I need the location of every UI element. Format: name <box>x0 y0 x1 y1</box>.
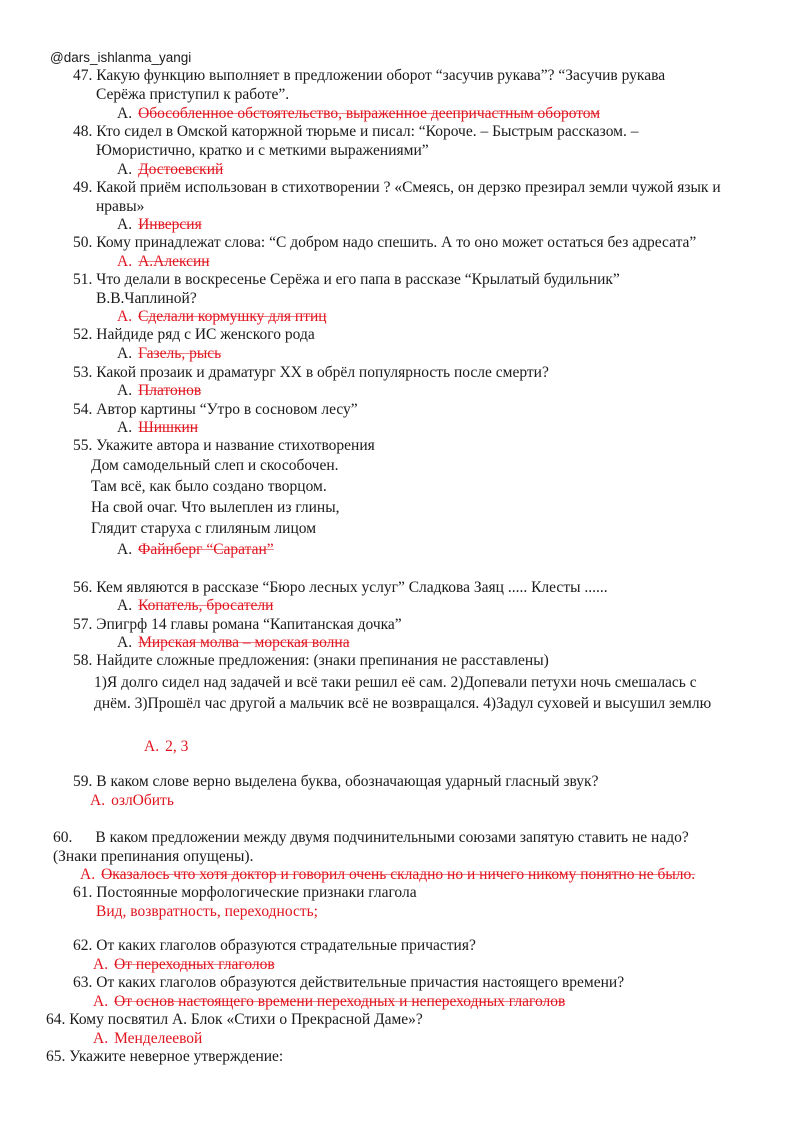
question-61: 61. Постоянные морфологические признаки глагола <box>73 884 417 901</box>
answer-53: A. Платонов <box>117 382 202 399</box>
answer-47: A. Обособленное обстоятельство, выраженное деепричастным оборотом <box>117 105 601 122</box>
question-65: 65. Укажите неверное утверждение: <box>46 1048 284 1065</box>
page-header: @dars_ishlanma_yangi <box>50 50 192 65</box>
answer-48: A. Достоевский <box>117 161 224 178</box>
answer-49: A. Инверсия <box>117 216 202 233</box>
question-54: 54. Автор картины “Утро в сосновом лесу” <box>73 401 358 418</box>
poem-line-2: Там всё, как было создано творцом. <box>91 478 327 495</box>
answer-56: A. Копатель, бросатели <box>117 597 274 614</box>
answer-54: A. Шишкин <box>117 419 199 436</box>
question-52: 52. Найдиде ряд с ИС женского рода <box>73 326 315 343</box>
question-56: 56. Кем являются в рассказе “Бюро лесных услуг” Сладкова Заяц ..... Клесты ...... <box>73 579 608 596</box>
sentences-line-2: днём. 3)Прошёл час другой а мальчик всё не возвращался. 4)Задул суховей и высушил землю <box>94 695 712 712</box>
question-49-line-2: нравы» <box>96 198 145 215</box>
question-60: 60. В каком предложении между двумя подчинительными союзами запятую ставить не надо? <box>53 829 689 846</box>
answer-62: A. От переходных глаголов <box>93 956 275 973</box>
poem-line-4: Глядит старуха с глиляным лицом <box>91 520 317 537</box>
question-50: 50. Кому принадлежат слова: “С добром надо спешить. А то оно может остаться без адресата” <box>73 234 697 251</box>
question-57: 57. Эпигрф 14 главы романа “Капитанская дочка” <box>73 616 402 633</box>
answer-58: A. 2, 3 <box>144 738 189 755</box>
question-58: 58. Найдите сложные предложения: (знаки препинания не расставлены) <box>73 652 549 669</box>
question-63: 63. От каких глаголов образуются действительные причастия настоящего времени? <box>73 974 625 991</box>
answer-61: Вид, возвратность, переходность; <box>96 903 318 920</box>
question-62: 62. От каких глаголов образуются страдательные причастия? <box>73 937 476 954</box>
answer-52: A. Газель, рысь <box>117 345 222 362</box>
question-51-line-2: В.В.Чаплиной? <box>96 290 197 307</box>
question-49: 49. Какой приём использован в стихотворении ? «Смеясь, он дерзко презирал земли чужой язык и <box>73 179 721 196</box>
question-47: 47. Какую функцию выполняет в предложении оборот “засучив рукава”? “Засучив рукава <box>73 67 666 84</box>
question-48-line-2: Юмористично, кратко и с меткими выражениями” <box>96 142 429 159</box>
answer-59: A. озлОбить <box>90 792 174 809</box>
poem-line-3: На свой очаг. Что вылеплен из глины, <box>91 499 340 516</box>
answer-50: A. А.Алексин <box>117 253 210 270</box>
answer-60: A. Оказалось что хотя доктор и говорил очень складно но и ничего никому понятно не было. <box>80 866 696 883</box>
question-51: 51. Что делали в воскресенье Серёжа и его папа в рассказе “Крылатый будильник” <box>73 271 620 288</box>
question-53: 53. Какой прозаик и драматург XX в обрёл популярность после смерти? <box>73 364 549 381</box>
question-47-line-2: Серёжа приступил к работе”. <box>96 86 290 103</box>
answer-63: A. От основ настоящего времени переходных и непереходных глаголов <box>93 993 566 1010</box>
question-64: 64. Кому посвятил А. Блок «Стихи о Прекрасной Даме»? <box>46 1011 423 1028</box>
question-48: 48. Кто сидел в Омской каторжной тюрьме и писал: “Короче. – Быстрым рассказом. – <box>73 123 639 140</box>
answer-51: A. Сделали кормушку для птиц <box>117 308 327 325</box>
sentences-line-1: 1)Я долго сидел над задачей и всё таки решил её сам. 2)Допевали петухи ночь смешалась с <box>94 674 697 691</box>
answer-64: A. Менделеевой <box>93 1030 203 1047</box>
question-59: 59. В каком слове верно выделена буква, обозначающая ударный гласный звук? <box>73 773 599 790</box>
poem-line-1: Дом самодельный слеп и скособочен. <box>91 457 339 474</box>
answer-57: A. Мирская молва – морская волна <box>117 634 350 651</box>
answer-55: A. Файнберг “Саратан” <box>117 541 274 558</box>
question-60-line-2: (Знаки препинания опущены). <box>53 848 254 865</box>
question-55: 55. Укажите автора и название стихотворения <box>73 437 375 454</box>
